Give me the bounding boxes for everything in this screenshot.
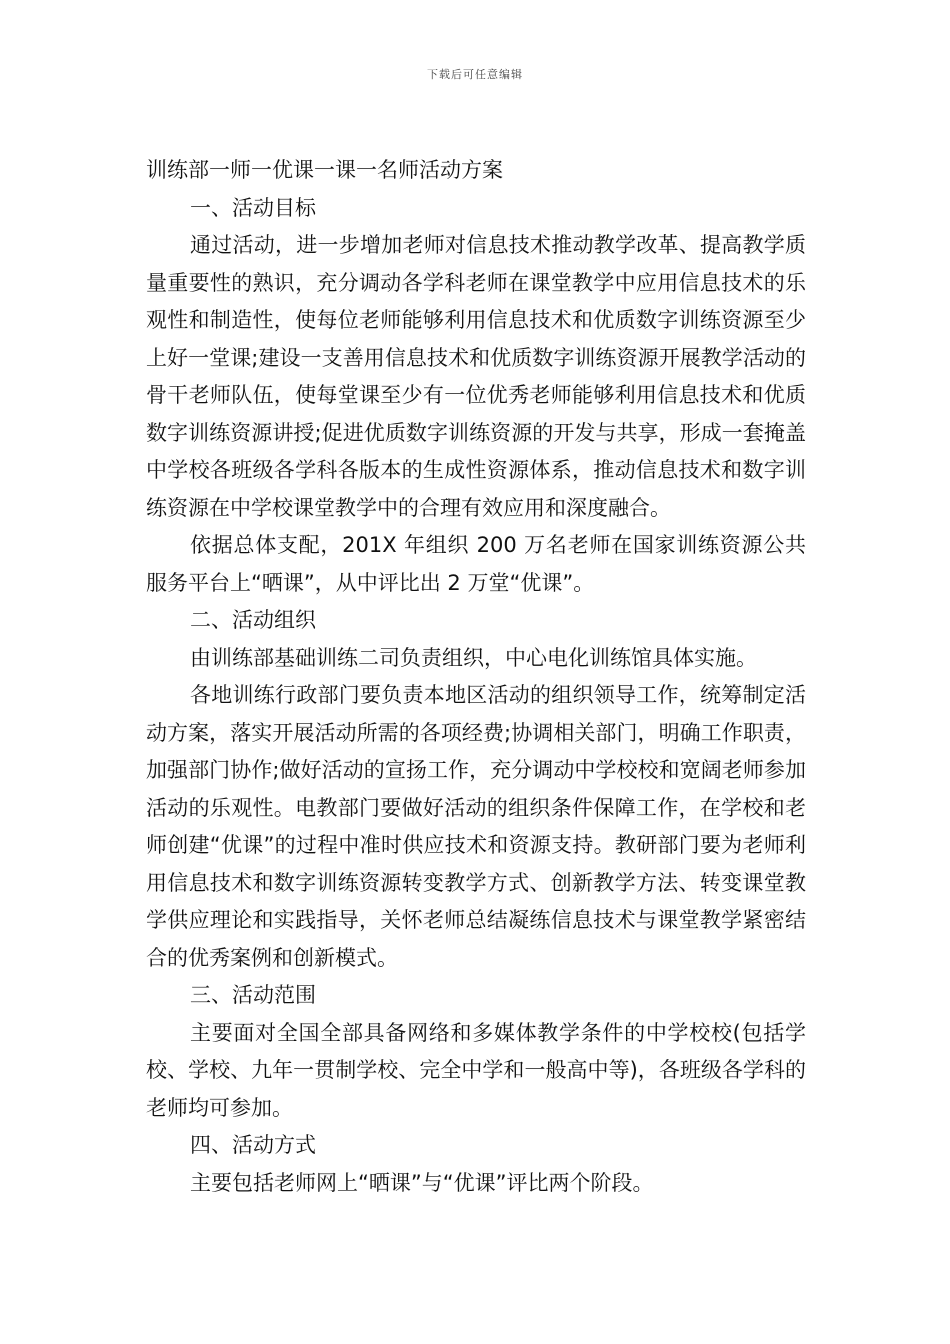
paragraph-organizer: 由训练部基础训练二司负责组织，中心电化训练馆具体实施。 (190, 645, 757, 670)
paragraph-responsibilities: 各地训练行政部门要负责本地区活动的组织领导工作，统筹制定活动方案，落实开展活动所需的各项经费;协调相关部门，明确工作职责，加强部门协作;做好活动的宣扬工作，充分调动中学校校和宽阔老师参加活动的乐观性。电教部门要做好活动的组织条件保障工作，在学校和老师创建“优课”的过程中准时供应技术和资源支持。教研部门要为老师利用信息技术和数字训练资源转变教学方式、创新教学方法、转变课堂教学供应理论和实践指导，关怀老师总结凝练信息技术与课堂教学紧密结合的优秀案例和创新模式。 (146, 683, 806, 970)
section-heading-scope: 三、活动范围 (190, 983, 316, 1007)
paragraph-goals: 通过活动，进一步增加老师对信息技术推动教学改革、提高教学质量重要性的熟识，充分调动各学科老师在课堂教学中应用信息技术的乐观性和制造性，使每位老师能够利用信息技术和优质数字训练资源至少上好一堂课;建设一支善用信息技术和优质数字训练资源开展教学活动的骨干老师队伍，使每堂课至少有一位优秀老师能够利用信息技术和优质数字训练资源讲授;促进优质数字训练资源的开发与共享，形成一套掩盖中学校各班级各学科各版本的生成性资源体系，推动信息技术和数字训练资源在中学校课堂教学中的合理有效应用和深度融合。 (146, 233, 806, 520)
paragraph-plan: 依据总体支配，201X 年组织 200 万名老师在国家训练资源公共服务平台上“晒课”，从中评比出 2 万堂“优课”。 (146, 533, 806, 595)
document-body (146, 152, 806, 1202)
document-title: 训练部一师一优课一课一名师活动方案 (146, 158, 503, 182)
paragraph-method: 主要包括老师网上“晒课”与“优课”评比两个阶段。 (190, 1170, 654, 1195)
paragraph-scope: 主要面对全国全部具备网络和多媒体教学条件的中学校校(包括学校、学校、九年一贯制学校、完全中学和一般高中等)，各班级各学科的老师均可参加。 (146, 1020, 806, 1120)
section-heading-method: 四、活动方式 (190, 1133, 316, 1157)
section-heading-goals: 一、活动目标 (190, 195, 316, 220)
header-note: 下载后可任意编辑 (427, 68, 523, 81)
section-heading-organization: 二、活动组织 (190, 608, 316, 632)
